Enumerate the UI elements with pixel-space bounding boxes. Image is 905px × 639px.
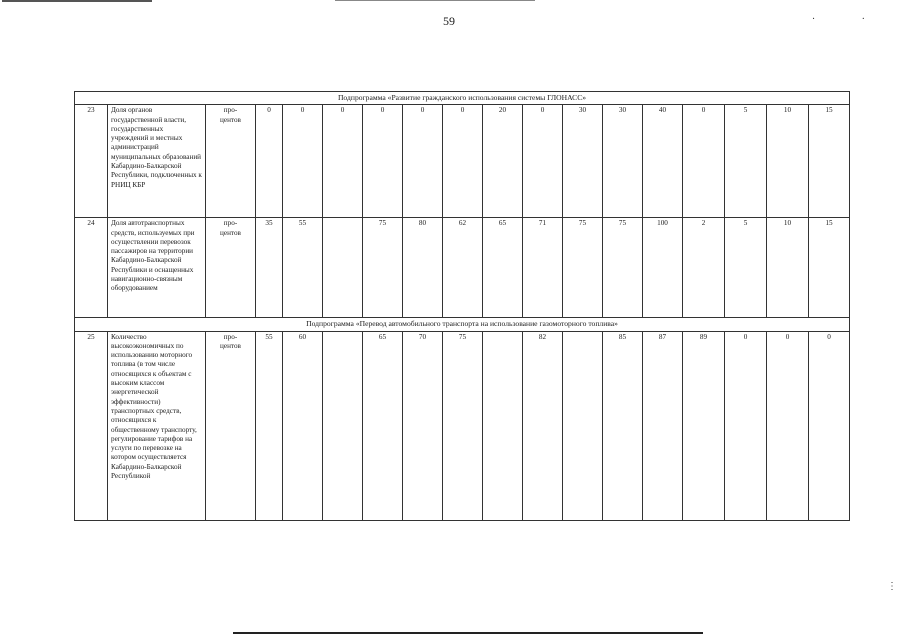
value-cell: 62 bbox=[443, 218, 483, 318]
value-cell: 40 bbox=[643, 105, 683, 218]
value-cell: 2 bbox=[683, 218, 725, 318]
value-cell: 5 bbox=[725, 105, 767, 218]
value-cell: 75 bbox=[603, 218, 643, 318]
value-cell: 0 bbox=[725, 331, 767, 520]
value-cell bbox=[323, 218, 363, 318]
unit-cell: про- центов bbox=[206, 105, 256, 218]
value-cell: 75 bbox=[443, 331, 483, 520]
value-cell: 65 bbox=[483, 218, 523, 318]
value-cell: 60 bbox=[283, 331, 323, 520]
table-row bbox=[75, 105, 850, 218]
value-cell: 0 bbox=[403, 105, 443, 218]
value-cell: 85 bbox=[603, 331, 643, 520]
value-cell: 0 bbox=[363, 105, 403, 218]
row-number-cell: 25 bbox=[75, 331, 108, 520]
value-cell: 89 bbox=[683, 331, 725, 520]
unit-cell: про- центов bbox=[206, 218, 256, 318]
value-cell: 20 bbox=[483, 105, 523, 218]
row-number-cell: 23 bbox=[75, 105, 108, 218]
corner-marks: · · bbox=[811, 14, 887, 25]
value-cell: 55 bbox=[283, 218, 323, 318]
indicator-name-cell: Доля органов государственной власти, государственных учреждений и местных администраций муниципальных образований Кабардино-Балкарской Республики, подключенных к РНИЦ КБР bbox=[108, 105, 206, 218]
section-header: Подпрограмма «Перевод автомобильного транспорта на использование газомоторного топлива» bbox=[75, 318, 850, 331]
value-cell: 65 bbox=[363, 331, 403, 520]
value-cell: 82 bbox=[523, 331, 563, 520]
value-cell: 15 bbox=[809, 105, 850, 218]
value-cell: 100 bbox=[643, 218, 683, 318]
scan-artifact-bottom bbox=[233, 632, 703, 637]
value-cell: 80 bbox=[403, 218, 443, 318]
value-cell: 10 bbox=[767, 105, 809, 218]
value-cell: 75 bbox=[363, 218, 403, 318]
value-cell: 75 bbox=[563, 218, 603, 318]
value-cell: 71 bbox=[523, 218, 563, 318]
value-cell bbox=[563, 331, 603, 520]
section-header-row bbox=[75, 92, 850, 105]
scan-artifact-left bbox=[2, 0, 152, 5]
indicator-name-cell: Доля автотранспортных средств, используемых при осуществлении перевозок пассажиров на территории Кабардино-Балкарской Республики и оснащенных навигационно-связным оборудованием bbox=[108, 218, 206, 318]
table-row bbox=[75, 331, 850, 520]
value-cell: 10 bbox=[767, 218, 809, 318]
value-cell: 55 bbox=[256, 331, 283, 520]
value-cell: 35 bbox=[256, 218, 283, 318]
table-body bbox=[75, 92, 850, 521]
indicators-table bbox=[74, 91, 850, 521]
value-cell: 15 bbox=[809, 218, 850, 318]
value-cell: 0 bbox=[283, 105, 323, 218]
row-number-cell: 24 bbox=[75, 218, 108, 318]
value-cell: 0 bbox=[683, 105, 725, 218]
table-row bbox=[75, 218, 850, 318]
indicator-name-cell: Количество высокоэкономичных по использованию моторного топлива (в том числе относящихся к объектам с высоким классом энергетической эффективности) транспортных средств, относящихся к общественному транспорту, регулирование тарифов на услуги по перевозке на котором осуществляется Кабардино-Балкарской Республикой bbox=[108, 331, 206, 520]
value-cell: 70 bbox=[403, 331, 443, 520]
value-cell: 0 bbox=[256, 105, 283, 218]
value-cell bbox=[483, 331, 523, 520]
value-cell: 30 bbox=[603, 105, 643, 218]
section-header-row bbox=[75, 318, 850, 331]
page-number: 59 bbox=[443, 14, 455, 28]
value-cell: 0 bbox=[323, 105, 363, 218]
value-cell: 0 bbox=[443, 105, 483, 218]
value-cell: 5 bbox=[725, 218, 767, 318]
value-cell: 0 bbox=[809, 331, 850, 520]
value-cell: 30 bbox=[563, 105, 603, 218]
unit-cell: про- центов bbox=[206, 331, 256, 520]
value-cell: 0 bbox=[523, 105, 563, 218]
scan-artifact-top bbox=[335, 0, 535, 3]
value-cell bbox=[323, 331, 363, 520]
side-marks: ⋮ bbox=[887, 581, 897, 592]
value-cell: 0 bbox=[767, 331, 809, 520]
section-header: Подпрограмма «Развитие гражданского использования системы ГЛОНАСС» bbox=[75, 92, 850, 105]
value-cell: 87 bbox=[643, 331, 683, 520]
